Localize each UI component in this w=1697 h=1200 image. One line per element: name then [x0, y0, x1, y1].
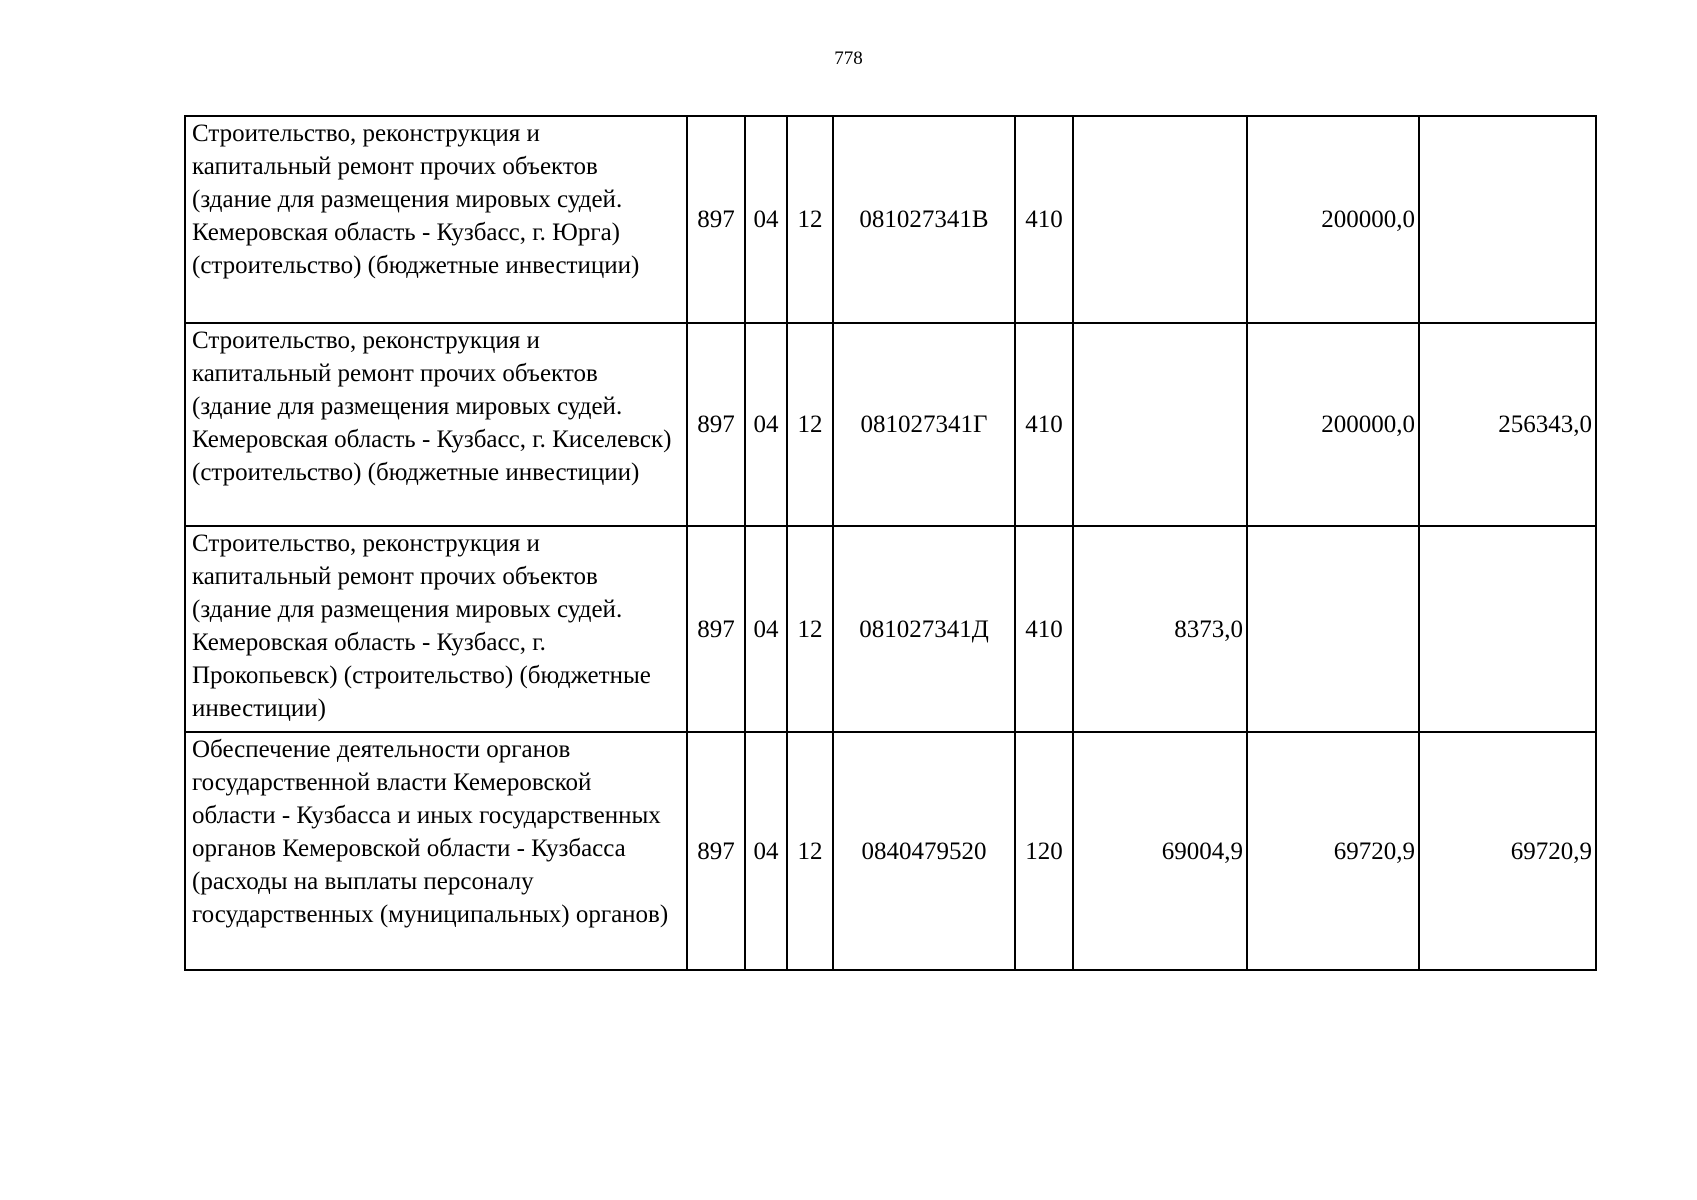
table-row	[185, 323, 1596, 526]
row-amount-year2: 69720,9	[1247, 732, 1419, 970]
row-subsection: 12	[787, 526, 833, 732]
row-subsection: 12	[787, 323, 833, 526]
row-expense-type: 120	[1015, 732, 1073, 970]
row-expense-type: 410	[1015, 323, 1073, 526]
row-amount-year3	[1419, 116, 1596, 323]
row-amount-year2	[1247, 526, 1419, 732]
row-section: 04	[745, 732, 787, 970]
row-amount-year1: 69004,9	[1073, 732, 1247, 970]
row-description: Строительство, реконструкция и капитальный ремонт прочих объектов (здание для размещения мировых судей. Кемеровская область - Кузбасс, г. Юрга) (строительство) (бюджетные инвестиции)	[185, 116, 687, 323]
row-amount-year1	[1073, 323, 1247, 526]
row-grbs: 897	[687, 116, 745, 323]
budget-table	[184, 115, 1597, 971]
table-row	[185, 526, 1596, 732]
row-section: 04	[745, 526, 787, 732]
row-description: Строительство, реконструкция и капитальный ремонт прочих объектов (здание для размещения мировых судей. Кемеровская область - Кузбасс, г. Прокопьевск) (строительство) (бюджетные инвестиции)	[185, 526, 687, 732]
table-row	[185, 732, 1596, 970]
row-subsection: 12	[787, 116, 833, 323]
row-grbs: 897	[687, 323, 745, 526]
row-amount-year3: 69720,9	[1419, 732, 1596, 970]
row-section: 04	[745, 116, 787, 323]
row-amount-year2: 200000,0	[1247, 323, 1419, 526]
row-section: 04	[745, 323, 787, 526]
row-target-article: 0840479520	[833, 732, 1015, 970]
row-amount-year1: 8373,0	[1073, 526, 1247, 732]
row-grbs: 897	[687, 732, 745, 970]
row-target-article: 081027341Д	[833, 526, 1015, 732]
row-target-article: 081027341Г	[833, 323, 1015, 526]
row-amount-year1	[1073, 116, 1247, 323]
row-amount-year3: 256343,0	[1419, 323, 1596, 526]
row-subsection: 12	[787, 732, 833, 970]
row-target-article: 081027341В	[833, 116, 1015, 323]
row-grbs: 897	[687, 526, 745, 732]
row-amount-year3	[1419, 526, 1596, 732]
page-number: 778	[834, 48, 863, 69]
row-expense-type: 410	[1015, 116, 1073, 323]
row-expense-type: 410	[1015, 526, 1073, 732]
row-description: Строительство, реконструкция и капитальный ремонт прочих объектов (здание для размещения мировых судей. Кемеровская область - Кузбасс, г. Киселевск) (строительство) (бюджетные инвестиции)	[185, 323, 687, 526]
row-amount-year2: 200000,0	[1247, 116, 1419, 323]
row-description: Обеспечение деятельности органов государственной власти Кемеровской области - Кузбасса и иных государственных органов Кемеровской области - Кузбасса (расходы на выплаты персоналу государственных (муниципальных) органов)	[185, 732, 687, 970]
table-row	[185, 116, 1596, 323]
